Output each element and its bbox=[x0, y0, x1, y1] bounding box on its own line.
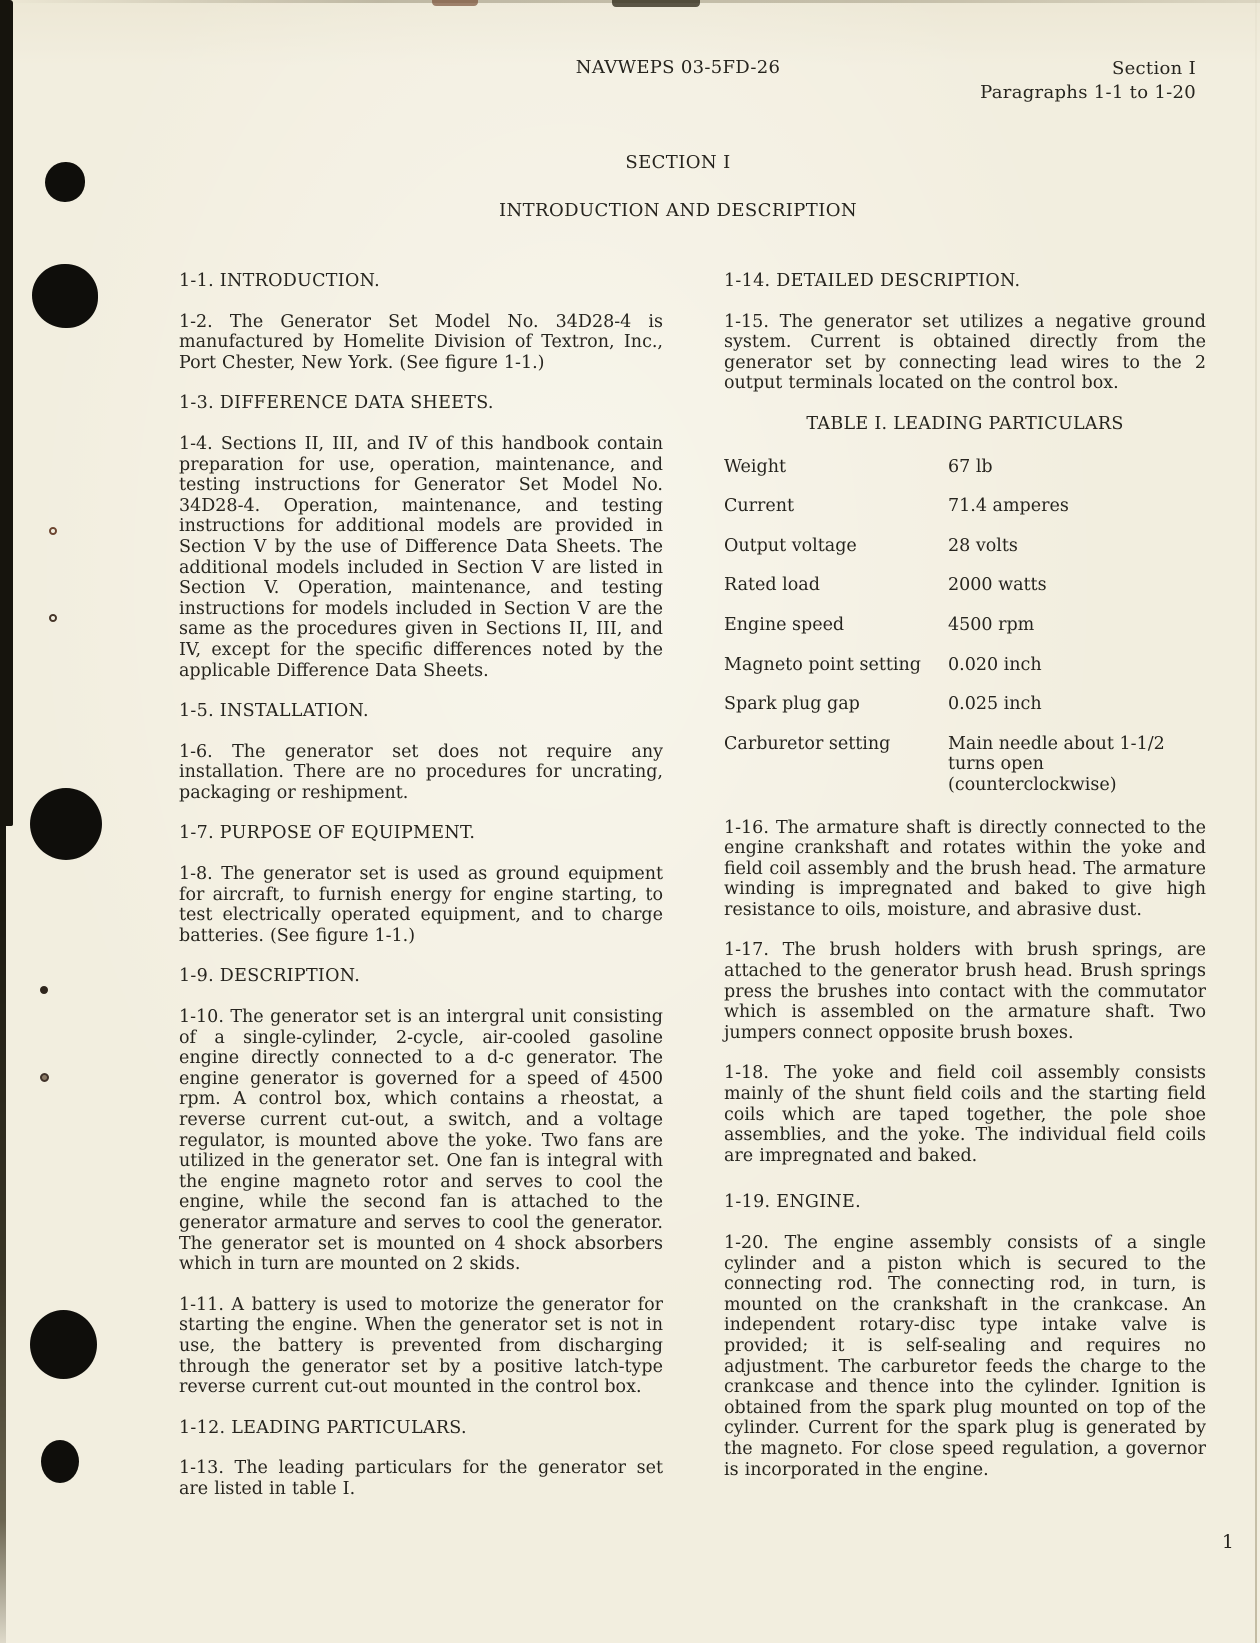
binder-hole bbox=[45, 162, 85, 202]
para-1-13: 1-13. The leading particulars for the generator set are listed in table I. bbox=[179, 1458, 663, 1499]
leading-particulars-table bbox=[724, 414, 1206, 796]
table-cell-value: Main needle about 1-1/2 turns open (counterclockwise) bbox=[948, 733, 1165, 795]
table-row bbox=[724, 457, 1206, 478]
header-right bbox=[980, 57, 1196, 105]
binder-hole bbox=[32, 264, 98, 328]
para-1-20: 1-20. The engine assembly consists of a single cylinder and a piston which is secured to the connecting rod. The connecting rod, in turn, is mounted on the crankshaft in the crankcase. An independent rotary-disc type intake valve is provided; it is self-sealing and requires no adjustment. The carburetor feeds the charge to the crankcase and thence into the cylinder. Ignition is obtained from the spark plug mounted on top of the cylinder. Current for the spark plug is generated by the magneto. For close speed regulation, a governor is incorporated in the engine. bbox=[724, 1233, 1206, 1480]
table-cell-label: Spark plug gap bbox=[724, 694, 860, 715]
right-column bbox=[724, 271, 1206, 1500]
heading-1-1: 1-1. INTRODUCTION. bbox=[179, 271, 380, 291]
para-1-4: 1-4. Sections II, III, and IV of this handbook contain preparation for use, operation, maintenance, and testing instructions for Generator Set Model No. 34D28-4. Operation, maintenance, and testing instructions for additional models are provided in Section V by the use of Difference Data Sheets. The additional models included in Section V are listed in Section V. Operation, maintenance, and testing instructions for models included in Section V are the same as the procedures given in Sections II, III, and IV, except for the specific differences noted by the applicable Difference Data Sheets. bbox=[179, 433, 663, 681]
scan-speck bbox=[49, 527, 57, 535]
para-1-6: 1-6. The generator set does not require any installation. There are no procedures for uncrating, packaging or reshipment. bbox=[179, 741, 663, 803]
table-row bbox=[724, 536, 1206, 557]
table-cell-value: 28 volts bbox=[948, 535, 1018, 556]
title-block bbox=[178, 152, 1178, 221]
table-row bbox=[724, 734, 1206, 796]
scan-speck bbox=[40, 1073, 49, 1082]
heading-1-7: 1-7. PURPOSE OF EQUIPMENT. bbox=[179, 823, 476, 844]
table-row bbox=[724, 496, 1206, 517]
table-row bbox=[724, 575, 1206, 596]
table-cell-label: Rated load bbox=[724, 575, 820, 596]
para-1-18: 1-18. The yoke and field coil assembly consists mainly of the shunt field coils and the starting field coils which are taped together, the pole shoe assemblies, and the yoke. The individual field coils are impregnated and baked. bbox=[724, 1063, 1206, 1166]
table-cell-label: Carburetor setting bbox=[724, 733, 891, 754]
scan-smudge bbox=[612, 0, 700, 7]
table-cell-value: 4500 rpm bbox=[948, 614, 1035, 635]
binder-hole bbox=[41, 1440, 79, 1483]
para-1-17: 1-17. The brush holders with brush springs, are attached to the generator brush head. Brush springs press the brushes into contact with the commutator which is assembled on the armature shaft. Two jumpers connect opposite brush boxes. bbox=[724, 940, 1206, 1043]
table-title: TABLE I. LEADING PARTICULARS bbox=[806, 413, 1124, 434]
para-1-8: 1-8. The generator set is used as ground equipment for aircraft, to furnish energy for engine starting, to test electrically operated equipment, and to charge batteries. (See figure 1-1.) bbox=[179, 864, 663, 946]
scan-speck bbox=[40, 986, 48, 994]
heading-1-14: 1-14. DETAILED DESCRIPTION. bbox=[724, 271, 1021, 291]
binder-hole bbox=[30, 788, 102, 860]
scan-speck bbox=[49, 614, 57, 622]
table-cell-value: 2000 watts bbox=[948, 575, 1047, 596]
table-cell-value: 71.4 amperes bbox=[948, 496, 1069, 517]
header-paragraph-range: Paragraphs 1-1 to 1-20 bbox=[980, 82, 1196, 103]
left-column bbox=[179, 271, 663, 1520]
scan-smudge bbox=[432, 0, 478, 6]
scan-edge-left bbox=[0, 0, 13, 826]
table-cell-value: 0.025 inch bbox=[948, 694, 1042, 715]
heading-1-5: 1-5. INSTALLATION. bbox=[179, 701, 369, 722]
table-row bbox=[724, 615, 1206, 636]
scan-edge-right bbox=[1255, 0, 1257, 1643]
table-cell-label: Current bbox=[724, 496, 795, 517]
heading-1-12: 1-12. LEADING PARTICULARS. bbox=[179, 1417, 467, 1438]
para-1-15: 1-15. The generator set utilizes a negative ground system. Current is obtained directly from the generator set by connecting lead wires to the 2 output terminals located on the control box. bbox=[724, 311, 1206, 394]
scan-edge-left-lower bbox=[0, 820, 6, 1643]
para-1-16: 1-16. The armature shaft is directly connected to the engine crankshaft and rotates within the yoke and field coil assembly and the brush head. The armature winding is impregnated and baked to give high resistance to oils, moisture, and abrasive dust. bbox=[724, 817, 1206, 920]
para-1-10: 1-10. The generator set is an intergral unit consisting of a single-cylinder, 2-cycle, air-cooled gasoline engine directly connected to a d-c generator. The engine generator is governed for a speed of 4500 rpm. A control box, which contains a rheostat, a reverse current cut-out, a switch, and a voltage regulator, is mounted above the yoke. Two fans are utilized in the generator set. One fan is integral with the engine magneto rotor and serves to cool the engine, while the second fan is attached to the generator armature and serves to cool the generator. The generator set is mounted on 4 shock absorbers which in turn are mounted on 2 skids. bbox=[179, 1007, 663, 1275]
section-title: SECTION I bbox=[625, 152, 731, 173]
para-1-11: 1-11. A battery is used to motorize the generator for starting the engine. When the generator set is not in use, the battery is prevented from discharging through the generator set by a positive latch-type reverse current cut-out mounted in the control box. bbox=[179, 1294, 663, 1398]
table-row bbox=[724, 655, 1206, 676]
table-cell-value: 0.020 inch bbox=[948, 654, 1042, 675]
heading-1-3: 1-3. DIFFERENCE DATA SHEETS. bbox=[179, 393, 494, 414]
table-cell-label: Weight bbox=[724, 456, 787, 477]
table-cell-label: Output voltage bbox=[724, 535, 857, 556]
table-row bbox=[724, 694, 1206, 715]
page-number: 1 bbox=[1222, 1532, 1234, 1553]
para-1-2: 1-2. The Generator Set Model No. 34D28-4 is manufactured by Homelite Division of Textron, Inc., Port Chester, New York. (See figure 1-1.) bbox=[179, 311, 663, 373]
table-cell-label: Magneto point setting bbox=[724, 654, 921, 675]
binder-hole bbox=[30, 1310, 97, 1379]
section-subtitle: INTRODUCTION AND DESCRIPTION bbox=[498, 200, 858, 221]
table-cell-value: 67 lb bbox=[948, 456, 993, 477]
heading-1-19: 1-19. ENGINE. bbox=[724, 1192, 861, 1213]
table-cell-label: Engine speed bbox=[724, 614, 845, 635]
heading-1-9: 1-9. DESCRIPTION. bbox=[179, 966, 361, 987]
doc-number: NAVWEPS 03-5FD-26 bbox=[575, 57, 781, 78]
header-section: Section I bbox=[1111, 58, 1196, 79]
